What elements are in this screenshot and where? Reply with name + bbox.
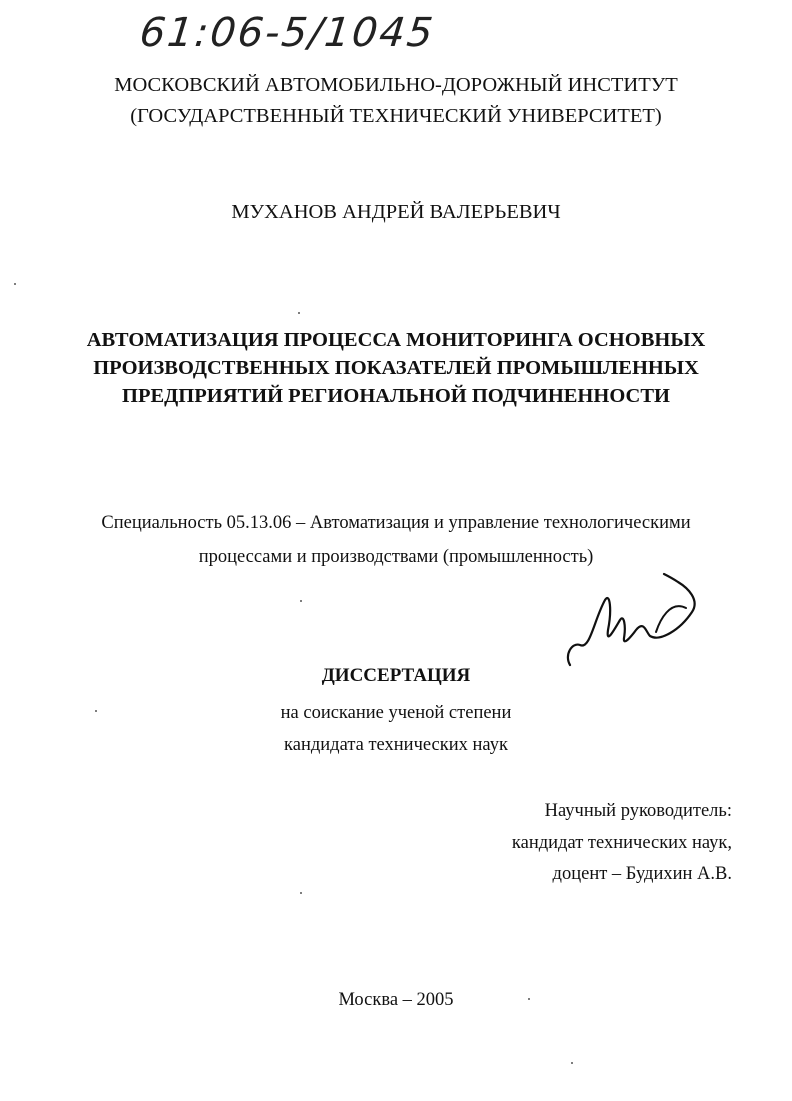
institute-name xyxy=(0,70,792,132)
place-year: Москва – 2005 xyxy=(338,990,454,1010)
scan-speck xyxy=(14,283,16,285)
supervisor-degree: кандидат технических наук, xyxy=(511,832,732,853)
degree xyxy=(0,697,792,761)
archive-code: 61:06-5/1045 xyxy=(137,10,437,56)
author-name: МУХАНОВ АНДРЕЙ ВАЛЕРЬЕВИЧ xyxy=(231,201,561,223)
supervisor-name: доцент – Будихин А.В. xyxy=(552,864,732,884)
title-line-1: АВТОМАТИЗАЦИЯ ПРОЦЕССА МОНИТОРИНГА ОСНОВНЫХ xyxy=(86,329,706,351)
degree-line-1: на соискание ученой степени xyxy=(280,703,512,723)
supervisor-label: Научный руководитель: xyxy=(544,801,732,821)
supervisor-block xyxy=(512,796,732,891)
scan-speck xyxy=(298,312,300,314)
specialty-line-1: Специальность 05.13.06 – Автоматизация и управление технологическими xyxy=(101,513,691,533)
scan-speck xyxy=(300,892,302,894)
scan-speck xyxy=(95,710,97,712)
institute-line-1: МОСКОВСКИЙ АВТОМОБИЛЬНО-ДОРОЖНЫЙ ИНСТИТУТ xyxy=(114,74,678,96)
institute-line-2: (ГОСУДАРСТВЕННЫЙ ТЕХНИЧЕСКИЙ УНИВЕРСИТЕТ) xyxy=(130,105,662,127)
scan-speck xyxy=(571,1062,573,1064)
title-line-2: ПРОИЗВОДСТВЕННЫХ ПОКАЗАТЕЛЕЙ ПРОМЫШЛЕННЫХ xyxy=(93,357,699,379)
title-line-3: ПРЕДПРИЯТИЙ РЕГИОНАЛЬНОЙ ПОДЧИНЕННОСТИ xyxy=(122,385,670,407)
specialty-line-2: процессами и производствами (промышленность) xyxy=(198,547,594,567)
degree-line-2: кандидата технических наук xyxy=(284,735,508,755)
scan-speck xyxy=(528,998,530,1000)
signature-svg xyxy=(560,560,710,680)
scan-speck xyxy=(300,600,302,602)
document-type: ДИССЕРТАЦИЯ xyxy=(321,665,471,686)
dissertation-title xyxy=(0,326,792,410)
